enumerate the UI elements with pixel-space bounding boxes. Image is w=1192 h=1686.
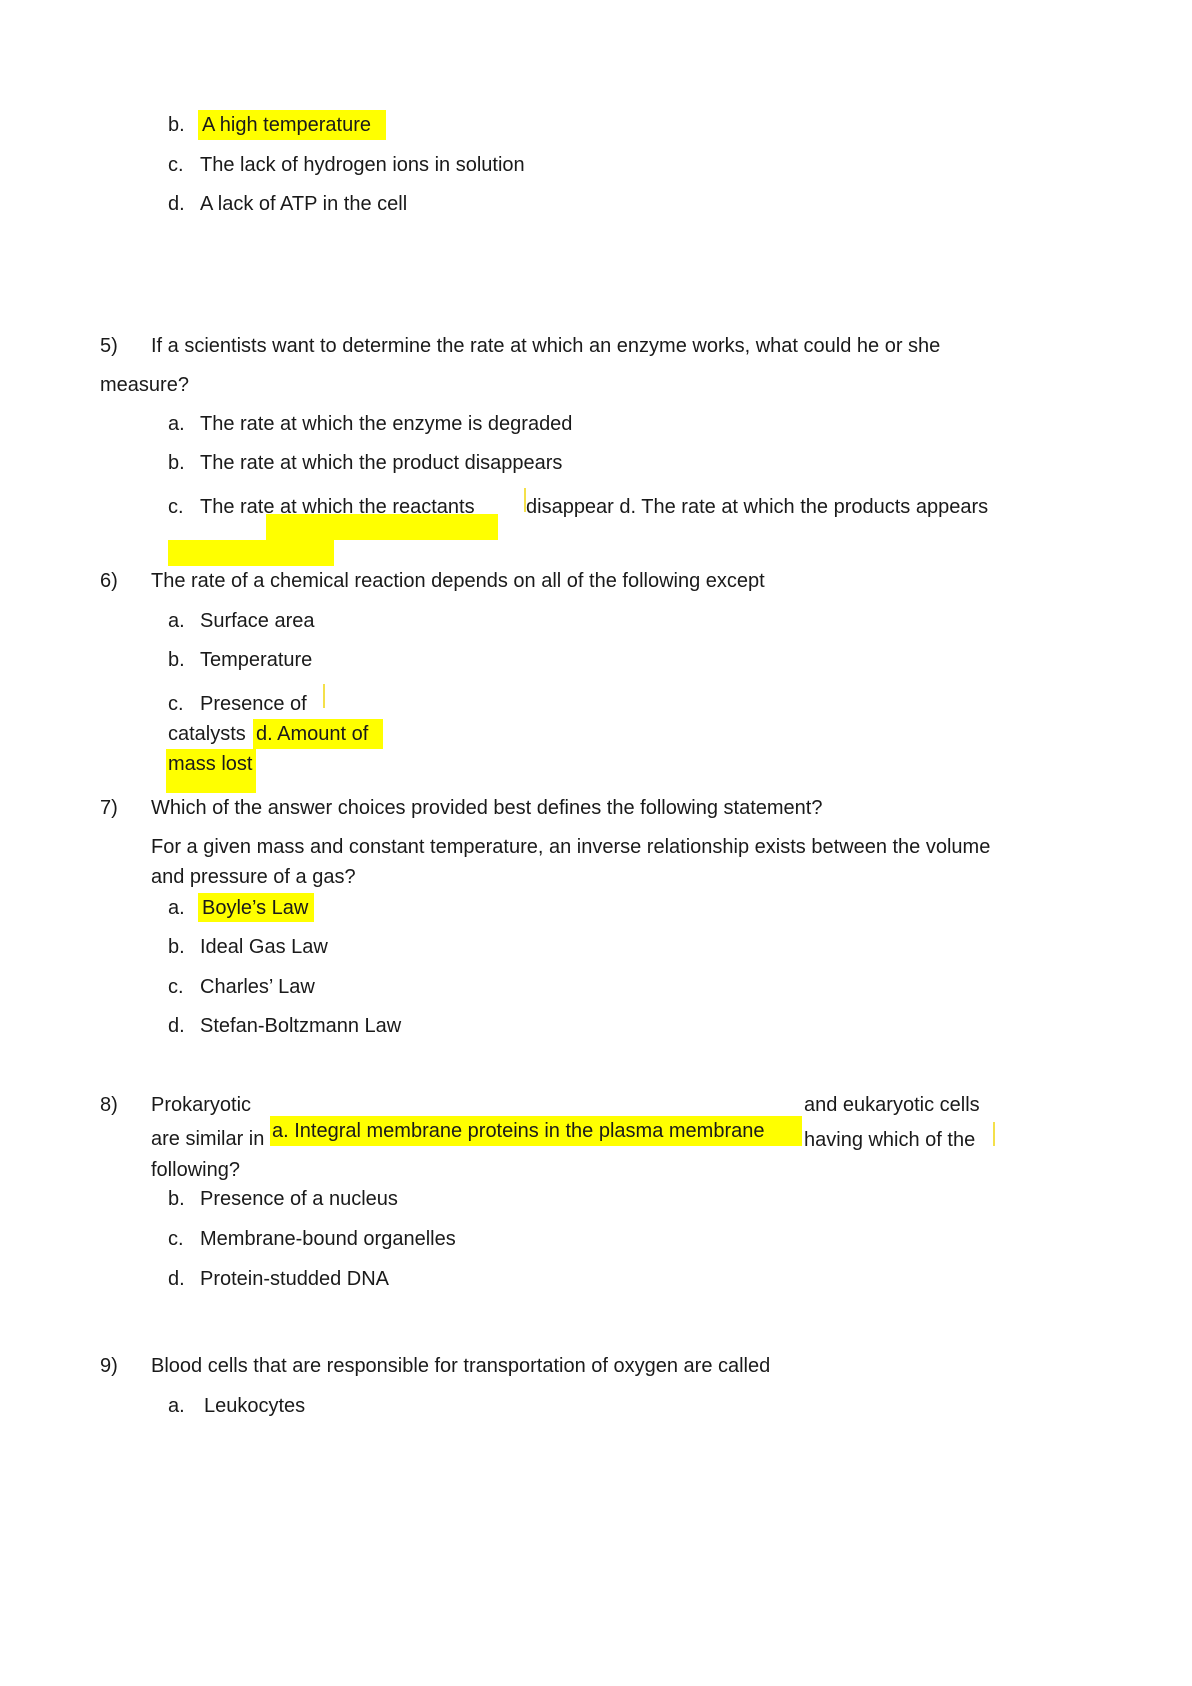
choice-text: Membrane-bound organelles xyxy=(200,1228,456,1250)
choice-letter: c. xyxy=(168,976,184,998)
choice-text: The rate at which the reactants xyxy=(200,496,475,518)
choice-text: Presence of a nucleus xyxy=(200,1188,398,1210)
choice-text: Temperature xyxy=(200,649,313,671)
question-statement: For a given mass and constant temperature, an inverse relationship exists between the volume xyxy=(151,836,991,858)
choice-letter: b. xyxy=(168,936,185,958)
choice-text-answer: d. Amount of xyxy=(256,723,369,745)
question-statement: and pressure of a gas? xyxy=(151,866,356,888)
question-number: 8) xyxy=(100,1094,118,1116)
choice-letter: b. xyxy=(168,1188,185,1210)
choice-text: The rate at which the product disappears xyxy=(200,452,563,474)
question-number: 6) xyxy=(100,570,118,592)
question-text: following? xyxy=(151,1159,240,1181)
answer-highlight xyxy=(168,540,334,566)
choice-letter: a. xyxy=(168,897,185,919)
choice-text: Leukocytes xyxy=(204,1395,306,1417)
question-number: 7) xyxy=(100,797,118,819)
choice-letter: a. xyxy=(168,610,185,632)
choice-letter: c. xyxy=(168,496,184,518)
choice-text: Presence of xyxy=(200,693,307,715)
choice-text: catalysts xyxy=(168,723,246,745)
choice-letter: c. xyxy=(168,1228,184,1250)
choice-letter: b. xyxy=(168,114,185,136)
choice-letter: c. xyxy=(168,154,184,176)
question-text: Which of the answer choices provided best defines the following statement? xyxy=(151,797,823,819)
choice-text: Charles’ Law xyxy=(200,976,315,998)
choice-letter: d. xyxy=(168,1268,185,1290)
choice-letter: c. xyxy=(168,693,184,715)
choice-text: Ideal Gas Law xyxy=(200,936,328,958)
question-text: Blood cells that are responsible for transportation of oxygen are called xyxy=(151,1355,771,1377)
choice-text: The lack of hydrogen ions in solution xyxy=(200,154,525,176)
choice-text: Surface area xyxy=(200,610,315,632)
question-text: Prokaryotic xyxy=(151,1094,252,1116)
question-text: are similar in xyxy=(151,1128,265,1150)
text-cursor-mark xyxy=(993,1122,995,1146)
question-text: If a scientists want to determine the rate at which an enzyme works, what could he or she xyxy=(151,335,941,357)
choice-text: disappear d. The rate at which the products appears xyxy=(526,496,989,518)
question-number: 9) xyxy=(100,1355,118,1377)
choice-text: The rate at which the enzyme is degraded xyxy=(200,413,573,435)
choice-text: Stefan-Boltzmann Law xyxy=(200,1015,402,1037)
choice-text: A lack of ATP in the cell xyxy=(200,193,408,215)
choice-letter: a. xyxy=(168,413,185,435)
question-text: and eukaryotic cells xyxy=(804,1094,980,1116)
choice-letter: a. xyxy=(168,1395,185,1417)
choice-letter: d. xyxy=(168,193,185,215)
question-text: measure? xyxy=(100,374,189,396)
choice-letter: b. xyxy=(168,649,185,671)
choice-letter: d. xyxy=(168,1015,185,1037)
choice-text-answer: a. Integral membrane proteins in the plasma membrane xyxy=(272,1120,765,1142)
choice-text-answer: Boyle’s Law xyxy=(202,897,309,919)
choice-text: Protein-studded DNA xyxy=(200,1268,389,1290)
question-text: having which of the xyxy=(804,1129,976,1151)
text-cursor-mark xyxy=(323,684,325,708)
question-number: 5) xyxy=(100,335,118,357)
question-text: The rate of a chemical reaction depends on all of the following except xyxy=(151,570,765,592)
choice-text-answer: mass lost xyxy=(168,753,253,775)
choice-text-answer: A high temperature xyxy=(202,114,371,136)
choice-letter: b. xyxy=(168,452,185,474)
